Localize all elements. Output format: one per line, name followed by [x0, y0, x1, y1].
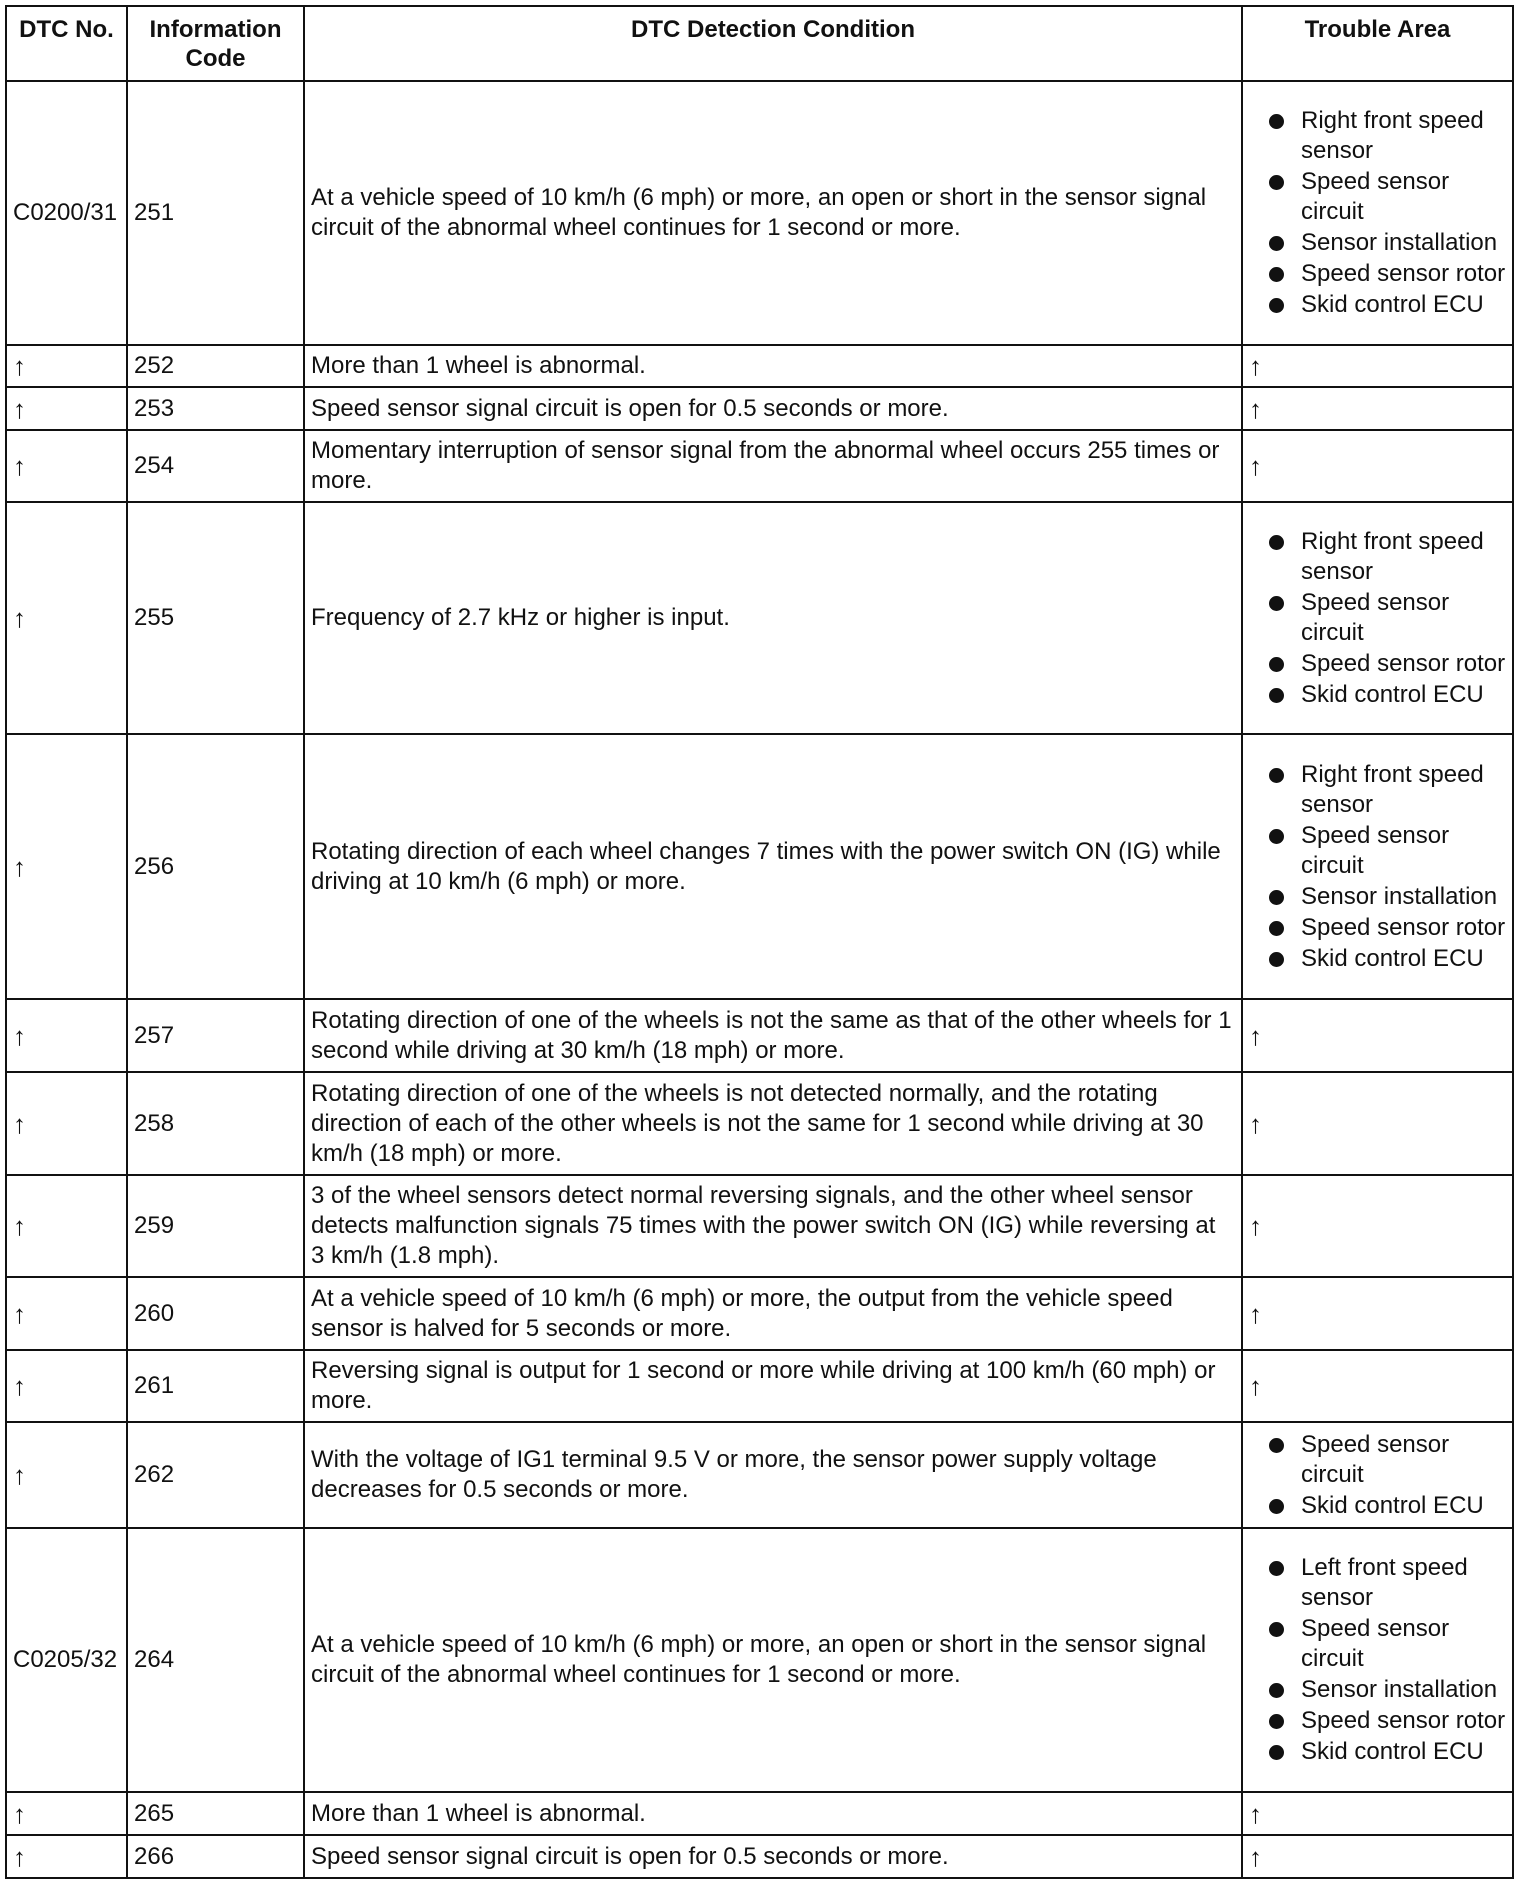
detection-condition-cell: Rotating direction of each wheel changes 7 times with the power switch ON (IG) while driving at 10 km/h (6 mph) or more. [304, 734, 1242, 999]
trouble-area-text: Right front speed sensor [1301, 527, 1484, 585]
information-code-cell: 264 [127, 1528, 304, 1792]
dtc-number-cell: ↑ [6, 734, 127, 999]
table-row [6, 502, 1513, 734]
bullet-icon [1269, 114, 1284, 129]
table-row [6, 1072, 1513, 1175]
trouble-area-item [1249, 1675, 1506, 1705]
trouble-area-cell: ↑ [1242, 999, 1513, 1072]
detection-condition-cell: More than 1 wheel is abnormal. [304, 1792, 1242, 1835]
bullet-icon [1269, 829, 1284, 844]
trouble-area-item [1249, 527, 1506, 587]
dtc-number-cell: ↑ [6, 1175, 127, 1277]
trouble-area-cell: ↑ [1242, 1835, 1513, 1878]
trouble-area-cell: ↑ [1242, 1792, 1513, 1835]
detection-condition-cell: Rotating direction of one of the wheels is not the same as that of the other wheels for 1 second while driving at 30 km/h (18 mph) or more. [304, 999, 1242, 1072]
dtc-number-cell: C0200/31 [6, 81, 127, 345]
trouble-area-text: Sensor installation [1301, 229, 1498, 256]
bullet-icon [1269, 1683, 1284, 1698]
information-code-cell: 261 [127, 1350, 304, 1422]
table-row [6, 1792, 1513, 1835]
information-code-cell: 266 [127, 1835, 304, 1878]
trouble-area-list [1249, 101, 1506, 325]
dtc-number-cell: ↑ [6, 502, 127, 734]
header-dtc-no: DTC No. [6, 6, 127, 81]
header-row [6, 6, 1513, 81]
information-code-cell: 254 [127, 430, 304, 502]
trouble-area-item [1249, 913, 1506, 943]
table-row [6, 1528, 1513, 1792]
trouble-area-text: Speed sensor circuit [1301, 1615, 1450, 1672]
dtc-number-cell: ↑ [6, 430, 127, 502]
trouble-area-cell [1242, 502, 1513, 734]
detection-condition-cell: At a vehicle speed of 10 km/h (6 mph) or more, an open or short in the sensor signal circuit of the abnormal wheel continues for 1 second or more. [304, 81, 1242, 345]
bullet-icon [1269, 1622, 1284, 1637]
information-code-cell: 260 [127, 1277, 304, 1350]
trouble-area-text: Skid control ECU [1301, 1491, 1484, 1519]
trouble-area-text: Skid control ECU [1301, 1738, 1484, 1765]
information-code-cell: 251 [127, 81, 304, 345]
bullet-icon [1269, 1745, 1284, 1760]
trouble-area-cell [1242, 1528, 1513, 1792]
trouble-area-text: Sensor installation [1301, 882, 1498, 910]
table-row [6, 999, 1513, 1072]
trouble-area-item [1249, 944, 1506, 974]
trouble-area-text: Sensor installation [1301, 1676, 1498, 1703]
trouble-area-item [1249, 228, 1506, 258]
header-trouble-area: Trouble Area [1242, 6, 1513, 81]
dtc-number-cell: ↑ [6, 1072, 127, 1175]
trouble-area-cell: ↑ [1242, 1072, 1513, 1175]
bullet-icon [1269, 175, 1284, 190]
bullet-icon [1269, 267, 1284, 282]
detection-condition-cell: At a vehicle speed of 10 km/h (6 mph) or more, the output from the vehicle speed sensor is halved for 5 seconds or more. [304, 1277, 1242, 1350]
detection-condition-cell: Momentary interruption of sensor signal from the abnormal wheel occurs 255 times or more. [304, 430, 1242, 502]
trouble-area-item [1249, 1706, 1506, 1736]
table-row [6, 345, 1513, 387]
bullet-icon [1269, 236, 1284, 251]
information-code-cell: 256 [127, 734, 304, 999]
dtc-number-cell: ↑ [6, 1277, 127, 1350]
table-row [6, 1175, 1513, 1277]
bullet-icon [1269, 890, 1284, 905]
trouble-area-text: Skid control ECU [1301, 291, 1484, 318]
table-row [6, 1277, 1513, 1350]
detection-condition-cell: Speed sensor signal circuit is open for 0.5 seconds or more. [304, 1835, 1242, 1878]
trouble-area-cell: ↑ [1242, 1277, 1513, 1350]
bullet-icon [1269, 1714, 1284, 1729]
dtc-number-cell: ↑ [6, 345, 127, 387]
information-code-cell: 258 [127, 1072, 304, 1175]
dtc-number-cell: C0205/32 [6, 1528, 127, 1792]
trouble-area-text: Right front speed sensor [1301, 760, 1484, 818]
trouble-area-text: Right front speed sensor [1301, 107, 1484, 164]
table-row [6, 1350, 1513, 1422]
trouble-area-text: Speed sensor circuit [1301, 1430, 1450, 1488]
trouble-area-cell: ↑ [1242, 1350, 1513, 1422]
trouble-area-cell [1242, 734, 1513, 999]
trouble-area-list [1249, 1425, 1506, 1526]
information-code-cell: 252 [127, 345, 304, 387]
bullet-icon [1269, 657, 1284, 672]
trouble-area-cell: ↑ [1242, 1175, 1513, 1277]
detection-condition-cell: Frequency of 2.7 kHz or higher is input. [304, 502, 1242, 734]
trouble-area-text: Skid control ECU [1301, 680, 1484, 708]
trouble-area-item [1249, 1491, 1506, 1521]
detection-condition-cell: With the voltage of IG1 terminal 9.5 V or more, the sensor power supply voltage decreases for 0.5 seconds or more. [304, 1422, 1242, 1528]
trouble-area-item [1249, 882, 1506, 912]
detection-condition-cell: Rotating direction of one of the wheels is not detected normally, and the rotating direction of each of the other wheels is not the same for 1 second while driving at 30 km/h (18 mph) or more. [304, 1072, 1242, 1175]
trouble-area-cell: ↑ [1242, 430, 1513, 502]
dtc-number-cell: ↑ [6, 1422, 127, 1528]
trouble-area-cell [1242, 1422, 1513, 1528]
detection-condition-cell: At a vehicle speed of 10 km/h (6 mph) or more, an open or short in the sensor signal circuit of the abnormal wheel continues for 1 second or more. [304, 1528, 1242, 1792]
trouble-area-item [1249, 167, 1506, 227]
bullet-icon [1269, 921, 1284, 936]
bullet-icon [1269, 1438, 1284, 1453]
trouble-area-item [1249, 680, 1506, 710]
dtc-number-cell: ↑ [6, 387, 127, 430]
information-code-cell: 262 [127, 1422, 304, 1528]
trouble-area-list [1249, 1548, 1506, 1772]
trouble-area-item [1249, 649, 1506, 679]
trouble-area-list [1249, 522, 1506, 715]
trouble-area-item [1249, 821, 1506, 881]
table-row [6, 387, 1513, 430]
table-row [6, 430, 1513, 502]
trouble-area-text: Speed sensor rotor [1301, 649, 1506, 677]
detection-condition-cell: More than 1 wheel is abnormal. [304, 345, 1242, 387]
trouble-area-item [1249, 1553, 1506, 1613]
bullet-icon [1269, 298, 1284, 313]
table-row [6, 81, 1513, 345]
information-code-cell: 253 [127, 387, 304, 430]
trouble-area-text: Skid control ECU [1301, 944, 1484, 972]
information-code-cell: 259 [127, 1175, 304, 1277]
trouble-area-text: Speed sensor rotor [1301, 1707, 1506, 1734]
trouble-area-item [1249, 760, 1506, 820]
detection-condition-cell: 3 of the wheel sensors detect normal reversing signals, and the other wheel sensor detects malfunction signals 75 times with the power switch ON (IG) while reversing at 3 km/h (1.8 mph). [304, 1175, 1242, 1277]
bullet-icon [1269, 952, 1284, 967]
bullet-icon [1269, 535, 1284, 550]
trouble-area-text: Speed sensor circuit [1301, 821, 1450, 879]
trouble-area-text: Speed sensor circuit [1301, 168, 1450, 225]
bullet-icon [1269, 768, 1284, 783]
bullet-icon [1269, 1499, 1284, 1514]
trouble-area-text: Left front speed sensor [1301, 1554, 1468, 1611]
trouble-area-item [1249, 1430, 1506, 1490]
trouble-area-list [1249, 755, 1506, 979]
trouble-area-cell: ↑ [1242, 345, 1513, 387]
bullet-icon [1269, 688, 1284, 703]
bullet-icon [1269, 1561, 1284, 1576]
dtc-number-cell: ↑ [6, 1835, 127, 1878]
information-code-cell: 265 [127, 1792, 304, 1835]
trouble-area-item [1249, 259, 1506, 289]
trouble-area-item [1249, 1614, 1506, 1674]
trouble-area-item [1249, 588, 1506, 648]
information-code-cell: 255 [127, 502, 304, 734]
dtc-number-cell: ↑ [6, 1792, 127, 1835]
table-row [6, 734, 1513, 999]
detection-condition-cell: Reversing signal is output for 1 second or more while driving at 100 km/h (60 mph) or more. [304, 1350, 1242, 1422]
trouble-area-text: Speed sensor circuit [1301, 588, 1450, 646]
trouble-area-cell: ↑ [1242, 387, 1513, 430]
trouble-area-cell [1242, 81, 1513, 345]
trouble-area-item [1249, 106, 1506, 166]
bullet-icon [1269, 596, 1284, 611]
trouble-area-item [1249, 290, 1506, 320]
trouble-area-text: Speed sensor rotor [1301, 913, 1506, 941]
trouble-area-item [1249, 1737, 1506, 1767]
table-row [6, 1422, 1513, 1528]
dtc-number-cell: ↑ [6, 999, 127, 1072]
dtc-table [5, 5, 1514, 1879]
information-code-cell: 257 [127, 999, 304, 1072]
table-row [6, 1835, 1513, 1878]
dtc-number-cell: ↑ [6, 1350, 127, 1422]
detection-condition-cell: Speed sensor signal circuit is open for 0.5 seconds or more. [304, 387, 1242, 430]
trouble-area-text: Speed sensor rotor [1301, 260, 1506, 287]
header-information-code: Information Code [127, 6, 304, 81]
header-detection-condition: DTC Detection Condition [304, 6, 1242, 81]
